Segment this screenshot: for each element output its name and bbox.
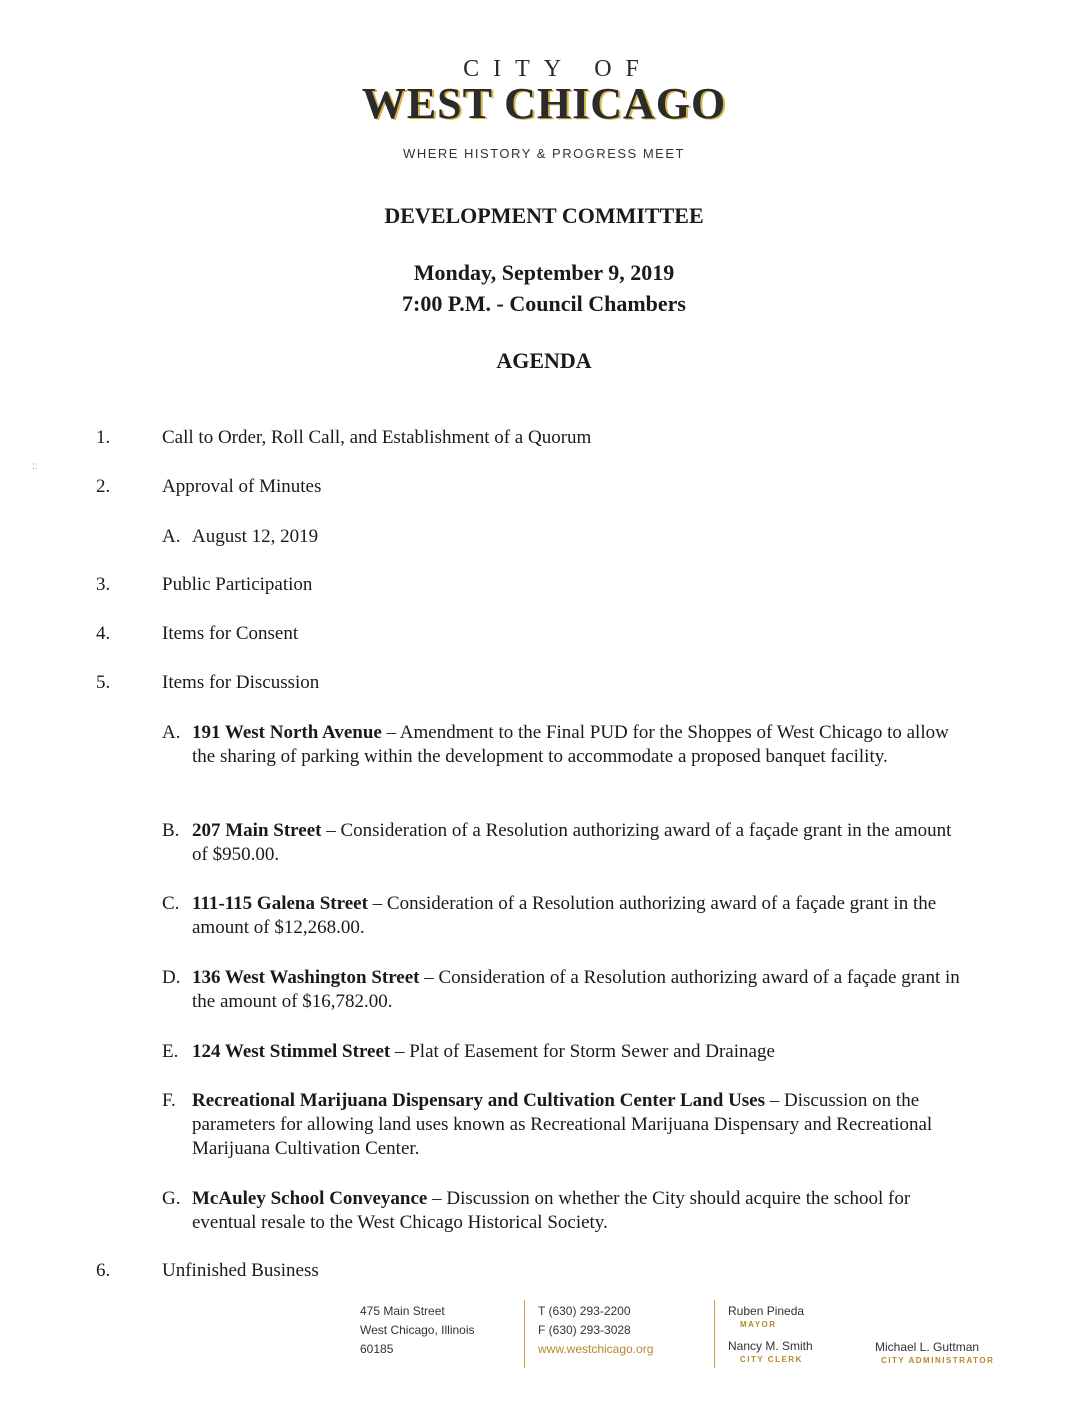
clerk-role: CITY CLERK bbox=[740, 1355, 803, 1364]
subitem-letter: C. bbox=[162, 893, 180, 914]
item-unfinished-business: Unfinished Business bbox=[162, 1260, 319, 1281]
discussion-item bbox=[162, 721, 962, 769]
address-line: 60185 bbox=[360, 1342, 394, 1356]
subitem-text: – Discussion on the parameters for allowing land uses known as Recreational Marijuana Dispensary and Recreational Marijuana Cultivation Center. bbox=[192, 1090, 933, 1159]
discussion-item bbox=[162, 819, 962, 867]
clerk-name: Nancy M. Smith bbox=[728, 1339, 813, 1353]
item-number: 5. bbox=[96, 672, 111, 693]
subitem-text: – Plat of Easement for Storm Sewer and Drainage bbox=[390, 1041, 775, 1062]
subitem-heading: 191 West North Avenue bbox=[192, 722, 382, 743]
subitem-letter: B. bbox=[162, 820, 180, 841]
subitem-text: – Consideration of a Resolution authorizing award of a façade grant in the amount of $950.00. bbox=[192, 820, 952, 865]
footer-administrator bbox=[875, 1338, 994, 1365]
item-number: 1. bbox=[96, 427, 111, 448]
minutes-subitem bbox=[162, 525, 962, 549]
meeting-date: Monday, September 9, 2019 bbox=[413, 260, 675, 285]
subitem-text: – Consideration of a Resolution authorizing award of a façade grant in the amount of $12,268.00. bbox=[192, 893, 937, 938]
discussion-item bbox=[162, 892, 962, 940]
footer-divider bbox=[524, 1300, 525, 1368]
item-public-participation: Public Participation bbox=[162, 574, 313, 595]
subitem-letter: F. bbox=[162, 1090, 176, 1111]
subitem-text: – Amendment to the Final PUD for the Shoppes of West Chicago to allow the sharing of parking within the development to accommodate a proposed banquet facility. bbox=[192, 722, 949, 767]
item-discussion: Items for Discussion bbox=[162, 672, 320, 693]
item-number: 6. bbox=[96, 1260, 111, 1281]
subitem-heading: 207 Main Street bbox=[192, 820, 322, 841]
mayor-name: Ruben Pineda bbox=[728, 1304, 805, 1318]
footer-address bbox=[360, 1302, 475, 1359]
subitem-heading: McAuley School Conveyance bbox=[192, 1188, 428, 1209]
subitem-text: August 12, 2019 bbox=[192, 526, 319, 547]
discussion-item bbox=[162, 966, 962, 1014]
logo-city-of: CITY OF bbox=[463, 56, 653, 82]
subitem-heading: Recreational Marijuana Dispensary and Cultivation Center Land Uses bbox=[192, 1090, 766, 1111]
subitem-text: – Consideration of a Resolution authorizing award of a façade grant in the amount of $16,782.00. bbox=[192, 967, 960, 1012]
admin-name: Michael L. Guttman bbox=[875, 1340, 980, 1354]
subitem-letter: D. bbox=[162, 967, 181, 988]
address-line: West Chicago, Illinois bbox=[360, 1323, 475, 1337]
discussion-item bbox=[162, 1187, 962, 1235]
meeting-time-place: 7:00 P.M. - Council Chambers bbox=[402, 291, 686, 316]
logo-tagline: WHERE HISTORY & PROGRESS MEET bbox=[403, 146, 685, 161]
discussion-item bbox=[162, 1089, 962, 1161]
subitem-heading: 111-115 Galena Street bbox=[192, 893, 368, 914]
fax: F (630) 293-3028 bbox=[538, 1323, 631, 1337]
committee-title: DEVELOPMENT COMMITTEE bbox=[384, 203, 704, 228]
discussion-item bbox=[162, 1040, 962, 1064]
item-number: 2. bbox=[96, 476, 111, 497]
subitem-heading: 124 West Stimmel Street bbox=[192, 1041, 391, 1062]
item-call-to-order: Call to Order, Roll Call, and Establishment of a Quorum bbox=[162, 427, 592, 448]
item-number: 3. bbox=[96, 574, 111, 595]
admin-role: CITY ADMINISTRATOR bbox=[881, 1356, 995, 1365]
footer-contact bbox=[538, 1302, 653, 1359]
address-line: 475 Main Street bbox=[360, 1304, 445, 1318]
item-approval-of-minutes: Approval of Minutes bbox=[162, 476, 322, 497]
item-number: 4. bbox=[96, 623, 111, 644]
subitem-letter: A. bbox=[162, 722, 181, 743]
website-link[interactable]: www.westchicago.org bbox=[538, 1342, 654, 1356]
agenda-title: AGENDA bbox=[496, 348, 592, 373]
mayor-role: MAYOR bbox=[740, 1320, 777, 1329]
logo-city-name: WEST CHICAGO bbox=[361, 79, 727, 128]
footer-officials bbox=[728, 1302, 813, 1364]
subitem-text: – Discussion on whether the City should acquire the school for eventual resale to the West Chicago Historical Society. bbox=[192, 1188, 911, 1233]
item-consent: Items for Consent bbox=[162, 623, 299, 644]
subitem-letter: E. bbox=[162, 1041, 179, 1062]
footer-divider bbox=[714, 1300, 715, 1368]
subitem-letter: G. bbox=[162, 1188, 181, 1209]
phone: T (630) 293-2200 bbox=[538, 1304, 631, 1318]
scan-mark: :: bbox=[32, 461, 38, 472]
subitem-letter: A. bbox=[162, 526, 181, 547]
subitem-heading: 136 West Washington Street bbox=[192, 967, 420, 988]
